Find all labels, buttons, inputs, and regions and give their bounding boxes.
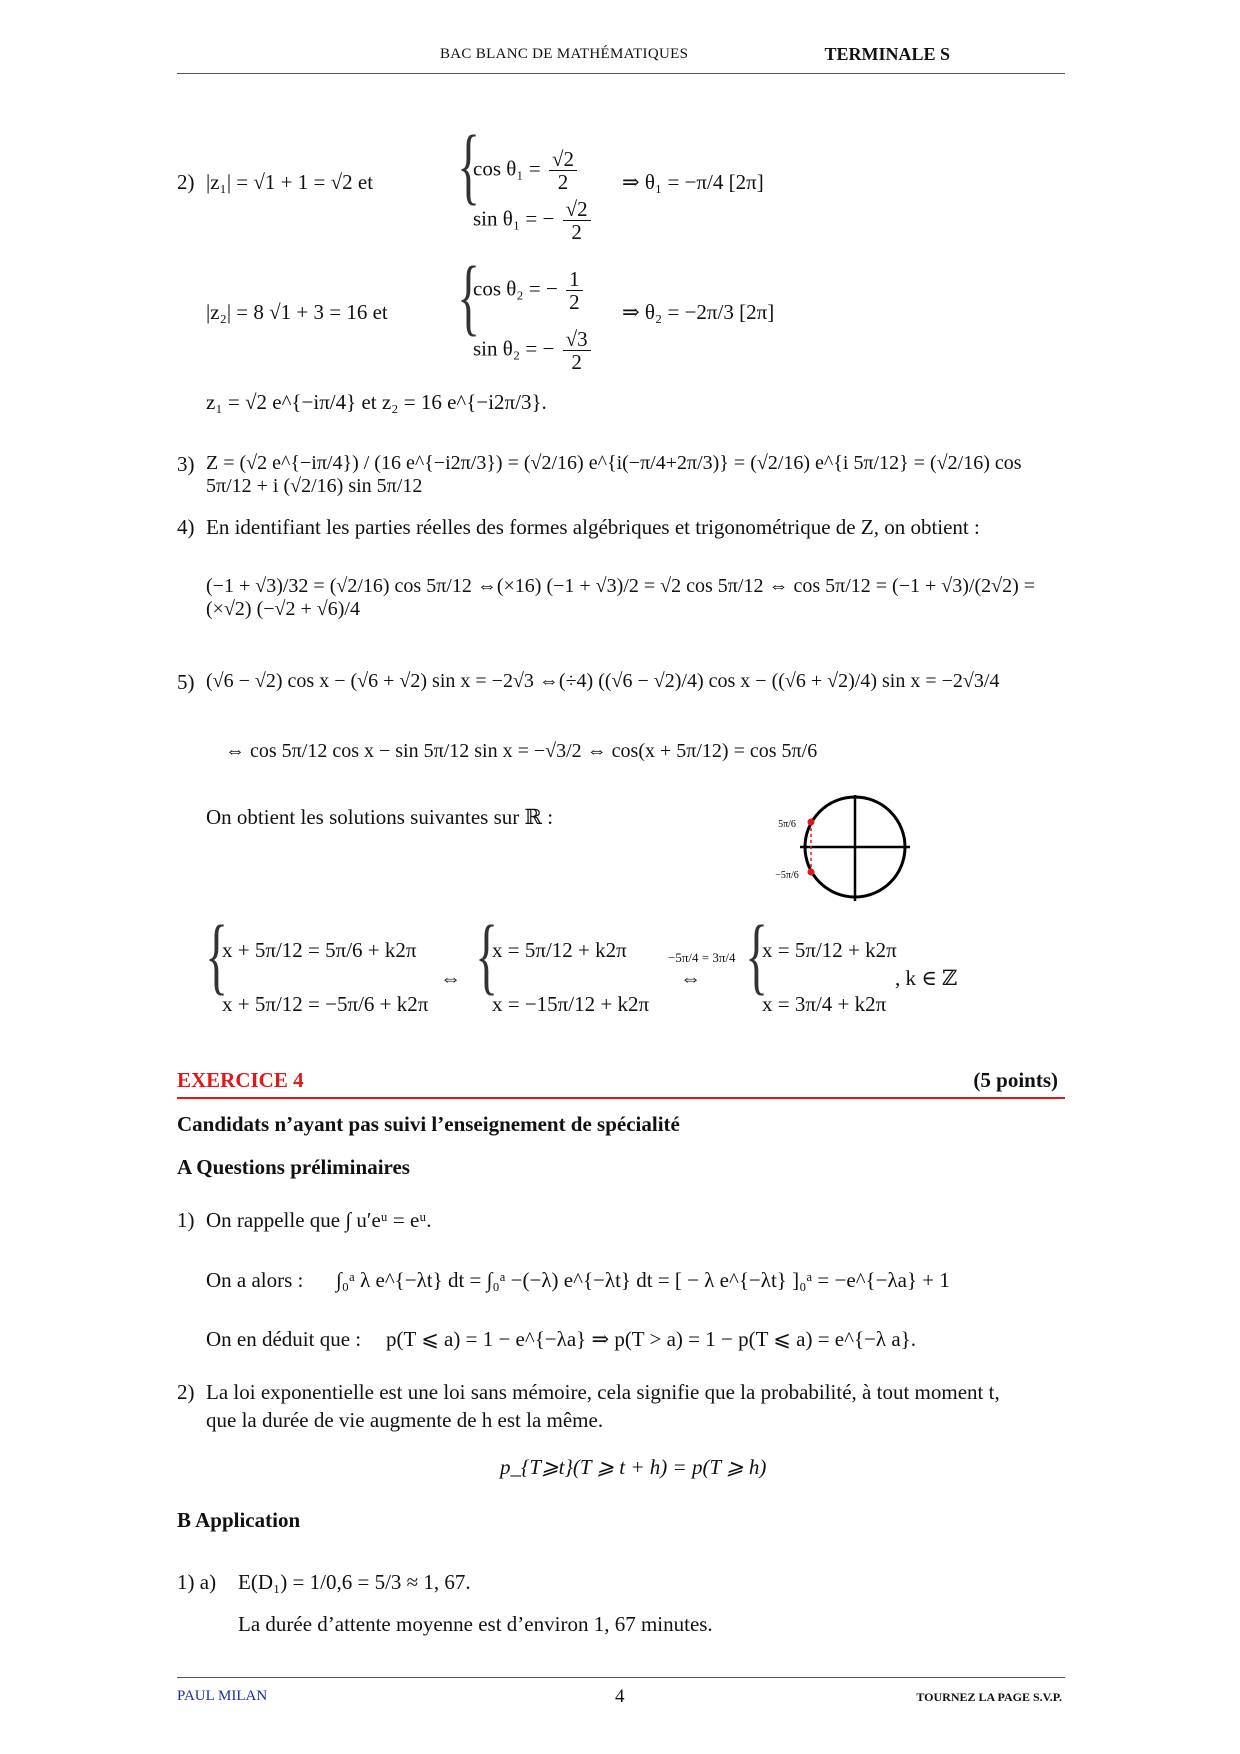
- item5-solutions-intro: On obtient les solutions suivantes sur ℝ :: [206, 805, 554, 829]
- sys-equiv1: ⇔: [440, 966, 461, 990]
- a2-text-line2: que la durée de vie augmente de h est la même.: [206, 1408, 604, 1432]
- exercise-red-rule: [177, 1097, 1065, 1099]
- a1-text: On rappelle que ∫ u′eᵘ = eᵘ.: [206, 1208, 432, 1232]
- b1-number: 1) a): [177, 1570, 217, 1594]
- label-minus-5pi6: −5π/6: [775, 870, 799, 881]
- sys-mid-brace: {: [475, 907, 498, 1003]
- label-5pi6: 5π/6: [778, 819, 796, 830]
- sys-left-eq1: x + 5π/12 = 5π/6 + k2π: [222, 938, 417, 962]
- point-minus-5pi6: [808, 869, 815, 876]
- sys-left-eq2: x + 5π/12 = −5π/6 + k2π: [222, 992, 429, 1016]
- header-rule: [177, 73, 1065, 74]
- header-center-title: BAC BLANC DE MATHÉMATIQUES: [440, 46, 689, 62]
- item2-number: 2): [177, 170, 195, 194]
- header-right-title: TERMINALE S: [824, 44, 950, 64]
- part-b-heading: B Application: [177, 1508, 301, 1532]
- a1-line2-formula: ∫₀ᵃ λ e^{−λt} dt = ∫₀ᵃ −(−λ) e^{−λt} dt = [ − λ e^{−λt} ]₀ᵃ = −e^{−λa} + 1: [336, 1268, 950, 1292]
- item4-text: En identifiant les parties réelles des formes algébriques et trigonométrique de Z, on obtient :: [206, 515, 980, 539]
- item3-number: 3): [177, 452, 195, 476]
- exercise-subtitle: Candidats n’ayant pas suivi l’enseignement de spécialité: [177, 1112, 680, 1136]
- a1-number: 1): [177, 1208, 195, 1232]
- footer-turn-page: TOURNEZ LA PAGE S.V.P.: [916, 1690, 1062, 1704]
- a1-line3-formula: p(T ⩽ a) = 1 − e^{−λa} ⇒ p(T > a) = 1 − p(T ⩽ a) = e^{−λ a}.: [386, 1327, 916, 1351]
- item2-brace1: {: [457, 117, 480, 213]
- sys-equiv2: ⇔: [680, 966, 701, 990]
- trig-circle-figure: [770, 795, 920, 905]
- item2-conclusion: z₁ = √2 e^{−iπ/4} et z₂ = 16 e^{−i2π/3}.: [206, 390, 547, 414]
- item2-sys1-sin: sin θ₁ = − $\frac{√2}{2}$: [473, 198, 594, 243]
- item2-modulus-z1: |z₁| = √1 + 1 = √2 et: [206, 170, 374, 194]
- item2-sys2-sin: sin θ₂ = − $\frac{√3}{2}$: [473, 328, 594, 373]
- sys-left-brace: {: [205, 907, 228, 1003]
- item2-brace2: {: [457, 248, 480, 344]
- item4-formula: (−1 + √3)/32 = (√2/16) cos 5π/12 ⇔(×16) (−1 + √3)/2 = √2 cos 5π/12 ⇔ cos 5π/12 = (−1 + √3)/(2√2) =(×√2) (−√2 + √6)/4: [206, 575, 1036, 620]
- footer-rule: [177, 1677, 1065, 1678]
- sys-right-eq2: x = 3π/4 + k2π: [762, 992, 887, 1016]
- item2-sys2-cos: cos θ₂ = − $\frac{1}{2}$: [473, 268, 586, 313]
- part-a-heading: A Questions préliminaires: [177, 1155, 410, 1179]
- item2-result1: ⇒ θ₁ = −π/4 [2π]: [622, 170, 764, 194]
- exercise-points: (5 points): [973, 1068, 1058, 1092]
- b1-formula: E(D₁) = 1/0,6 = 5/3 ≈ 1, 67.: [238, 1570, 471, 1594]
- item5-number: 5): [177, 670, 195, 694]
- item4-number: 4): [177, 515, 195, 539]
- sys-mid-operator: −5π/4 = 3π/4: [668, 950, 736, 965]
- point-5pi6: [808, 819, 815, 826]
- a1-line3-label: On en déduit que :: [206, 1327, 362, 1351]
- a2-formula: p_{T⩾t}(T ⩾ t + h) = p(T ⩾ h): [500, 1455, 767, 1479]
- item2-sys1-cos: cos θ₁ = $\frac{√2}{2}$: [473, 148, 580, 193]
- a2-number: 2): [177, 1380, 195, 1404]
- footer-page-number: 4: [615, 1686, 625, 1707]
- sys-mid-eq1: x = 5π/12 + k2π: [492, 938, 627, 962]
- exercise-title: EXERCICE 4: [177, 1068, 304, 1092]
- item5-formula2: ⇔ cos 5π/12 cos x − sin 5π/12 sin x = −√3/2 ⇔ cos(x + 5π/12) = cos 5π/6: [225, 740, 818, 762]
- sys-right-eq1: x = 5π/12 + k2π: [762, 938, 897, 962]
- sys-right-brace: {: [745, 907, 768, 1003]
- sys-mid-eq2: x = −15π/12 + k2π: [492, 992, 650, 1016]
- b1-text: La durée d’attente moyenne est d’environ 1, 67 minutes.: [238, 1612, 713, 1636]
- sys-k-domain: , k ∈ ℤ: [895, 966, 958, 990]
- a1-line2-label: On a alors :: [206, 1268, 304, 1292]
- item2-modulus-z2: |z₂| = 8 √1 + 3 = 16 et: [206, 300, 388, 324]
- item2-result2: ⇒ θ₂ = −2π/3 [2π]: [622, 300, 775, 324]
- item3-formula: Z = (√2 e^{−iπ/4}) / (16 e^{−i2π/3}) = (√2/16) e^{i(−π/4+2π/3)} = (√2/16) e^{i 5π/12} = (√2/16) cos 5π/12 + i (√2/16) sin 5π/12: [206, 452, 1022, 497]
- a2-text-line1: La loi exponentielle est une loi sans mémoire, cela signifie que la probabilité, à tout moment t,: [206, 1380, 1000, 1404]
- footer-author: PAUL MILAN: [177, 1688, 268, 1704]
- item5-formula1: (√6 − √2) cos x − (√6 + √2) sin x = −2√3 ⇔(÷4) ((√6 − √2)/4) cos x − ((√6 + √2)/4) sin x = −2√3/4: [206, 670, 1000, 692]
